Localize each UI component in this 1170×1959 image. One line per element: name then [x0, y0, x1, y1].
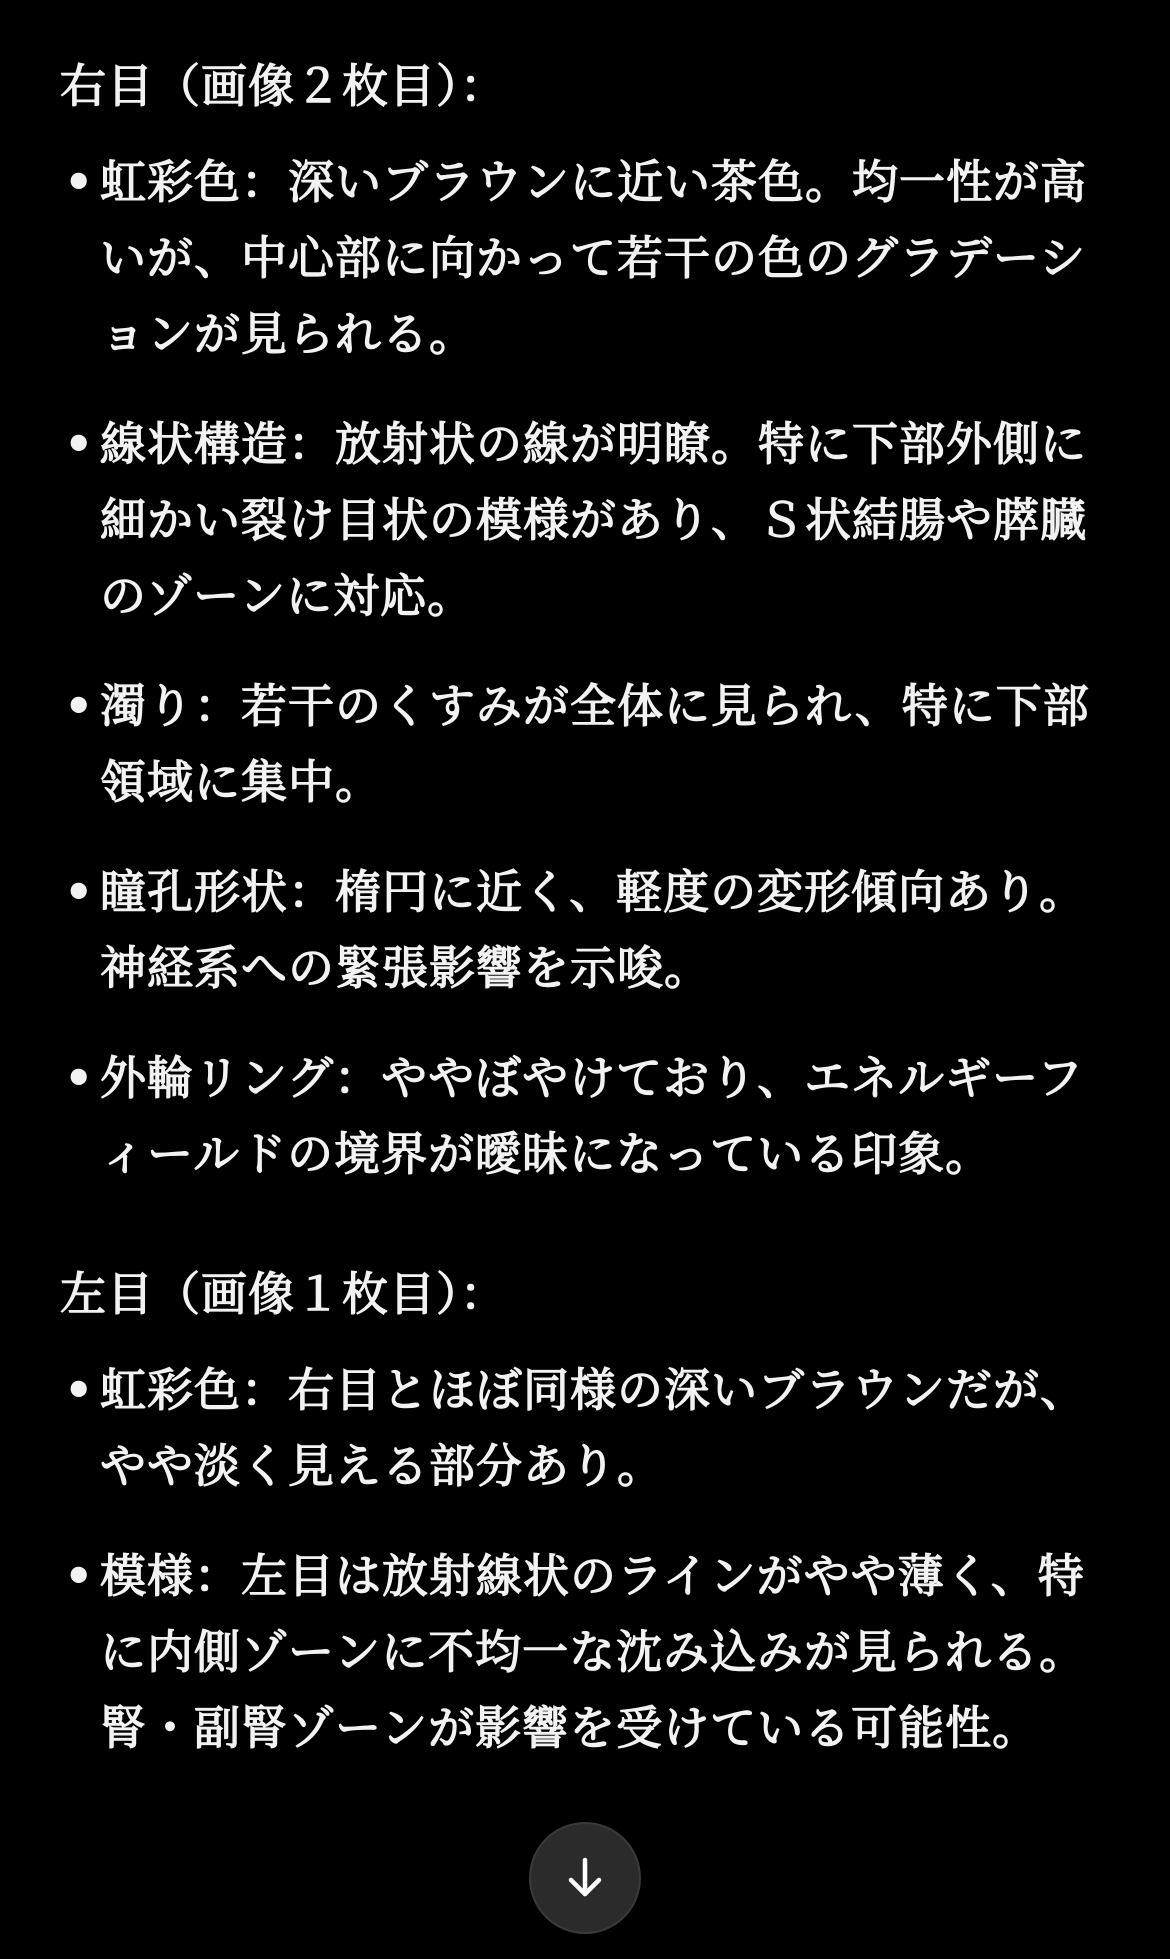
- item-text: ：右目とほぼ同様の深いブラウンだが、やや淡く見える部分あり。: [100, 1363, 1087, 1493]
- list-item: [60, 144, 1110, 372]
- bullet-dot: •: [64, 155, 95, 209]
- item-label: 外輪リング: [100, 1051, 335, 1105]
- item-label: 虹彩色: [100, 1363, 241, 1417]
- chat-message-content: [60, 48, 1110, 1800]
- bullet-dot: •: [64, 1549, 95, 1603]
- item-text: ：楕円に近く、軽度の変形傾向あり。神経系への緊張影響を示唆。: [100, 865, 1087, 995]
- item-text: ：左目は放射線状のラインがやや薄く、特に内側ゾーンに不均一な沈み込みが見られる。腎・副腎ゾーンが影響を受けている可能性。: [100, 1549, 1087, 1755]
- item-label: 模様: [100, 1549, 194, 1603]
- item-text: ：ややぼやけており、エネルギーフィールドの境界が曖昧になっている印象。: [100, 1051, 1084, 1181]
- list-item: [60, 1040, 1110, 1192]
- list-item: [60, 406, 1110, 634]
- item-label: 濁り: [100, 679, 194, 733]
- left-eye-list: [60, 1352, 1110, 1766]
- bullet-dot: •: [64, 1363, 95, 1417]
- list-item: [60, 854, 1110, 1006]
- item-label: 虹彩色: [100, 155, 241, 209]
- list-item: [60, 1538, 1110, 1766]
- list-item: [60, 668, 1110, 820]
- item-text: ：深いブラウンに近い茶色。均一性が高いが、中心部に向かって若干の色のグラデーションが見られる。: [100, 155, 1087, 361]
- arrow-down-icon: [559, 1852, 611, 1904]
- bullet-dot: •: [64, 1051, 95, 1105]
- item-label: 瞳孔形状: [100, 865, 288, 919]
- section-heading-right-eye: 右目（画像２枚目）：: [60, 59, 507, 113]
- item-text: ：放射状の線が明瞭。特に下部外側に細かい裂け目状の模様があり、Ｓ状結腸や膵臓のゾーンに対応。: [100, 417, 1087, 623]
- scroll-to-bottom-button[interactable]: [529, 1822, 641, 1934]
- right-eye-list: [60, 144, 1110, 1192]
- section-heading-left-eye: 左目（画像１枚目）：: [60, 1267, 507, 1321]
- bullet-dot: •: [64, 417, 95, 471]
- list-item: [60, 1352, 1110, 1504]
- bullet-dot: •: [64, 865, 95, 919]
- item-label: 線状構造: [100, 417, 288, 471]
- item-text: ：若干のくすみが全体に見られ、特に下部領域に集中。: [100, 679, 1090, 809]
- bullet-dot: •: [64, 679, 95, 733]
